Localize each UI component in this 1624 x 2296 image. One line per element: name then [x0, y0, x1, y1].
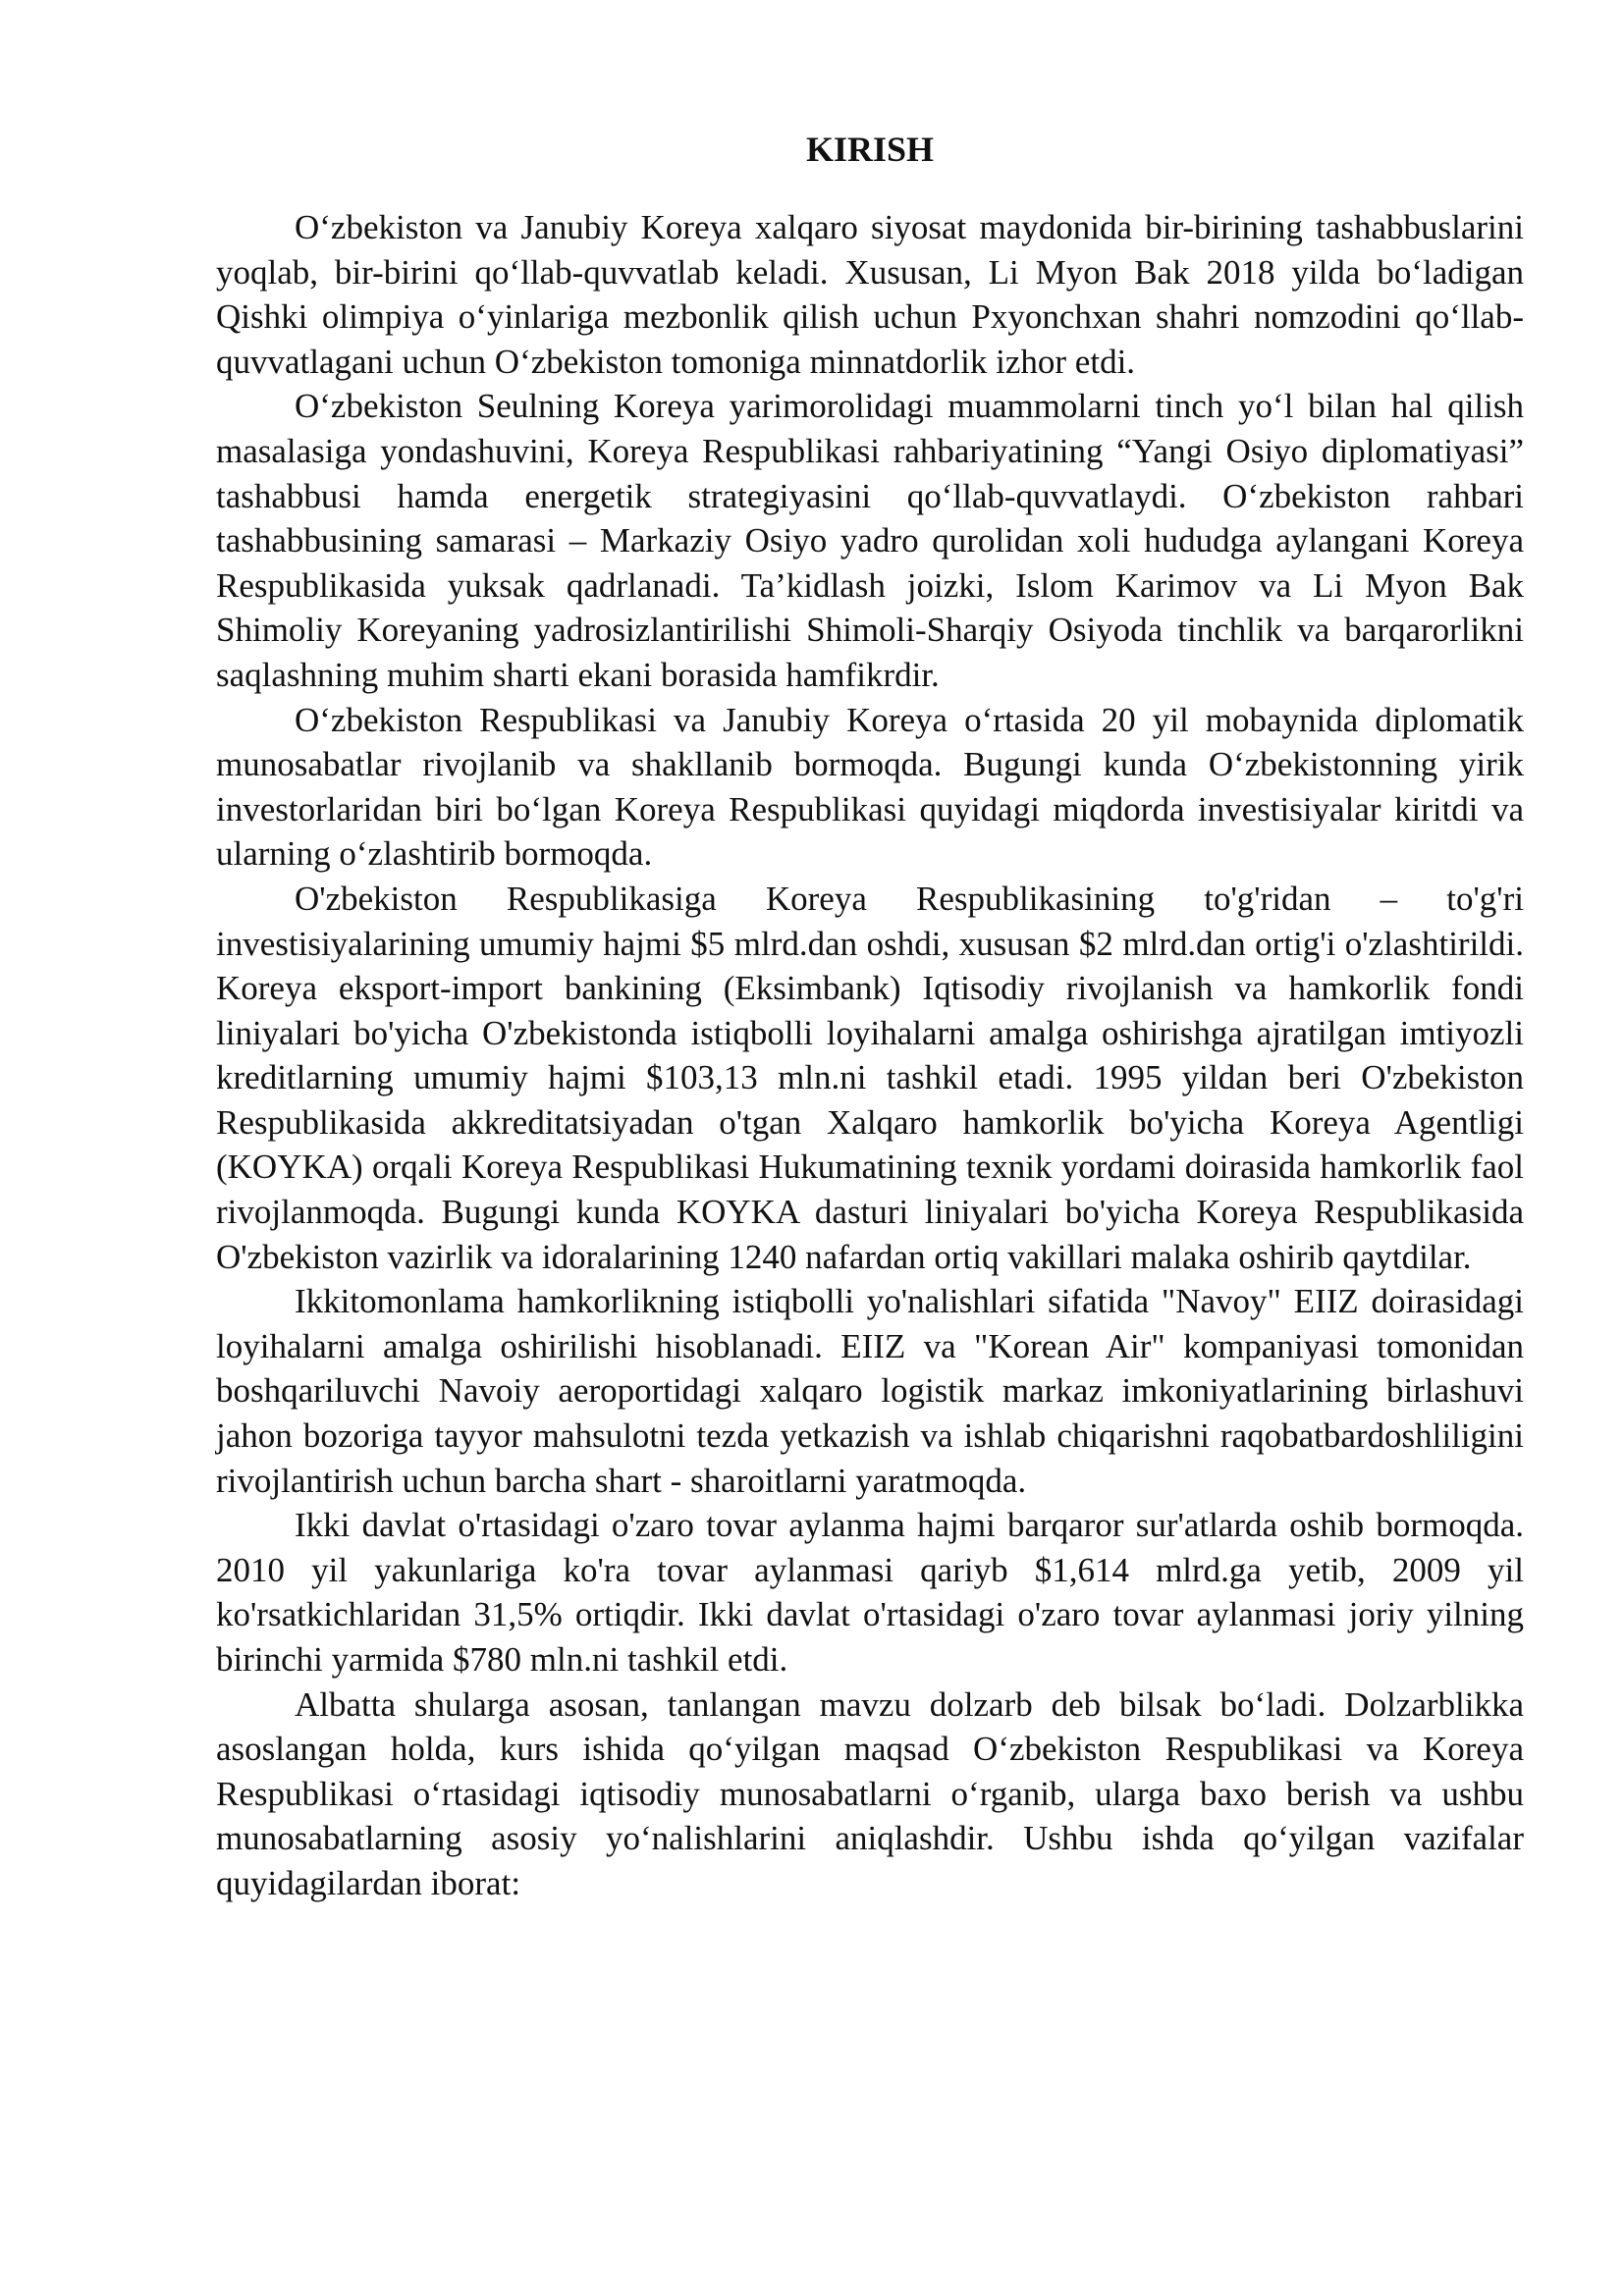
paragraph-5: Ikkitomonlama hamkorlikning istiqbolli yo'nalishlari sifatida "Navoy" EIIZ doirasidagi loyihalarni amalga oshirilishi hisoblanadi. EIIZ va "Korean Air" kompaniyasi tomonidan boshqariluvchi Navoiy aeroportidagi xalqaro logistik markaz imkoniyatlarining birlashuvi jahon bozoriga tayyor mahsulotni tezda yetkazish va ishlab chiqarishni raqobatbardoshliligini rivojlantirish uchun barcha shart - sharoitlarni yaratmoqda. [216, 1282, 1524, 1500]
paragraph-7: Albatta shularga asosan, tanlangan mavzu dolzarb deb bilsak bo‘ladi. Dolzarblikka asoslangan holda, kurs ishida qo‘yilgan maqsad O‘zbekiston Respublikasi va Koreya Respublikasi o‘rtasidagi iqtisodiy munosabatlarni o‘rganib, ularga baxo berish va ushbu munosabatlarning asosiy yo‘nalishlarini aniqlashdir. Ushbu ishda qo‘yilgan vazifalar quyidagilardan iborat: [216, 1684, 1524, 1902]
paragraph-1: O‘zbekiston va Janubiy Koreya xalqaro siyosat maydonida bir-birining tashabbuslarini yoqlab, bir-birini qo‘llab-quvvatlab keladi. Xususan, Li Myon Bak 2018 yilda bo‘ladigan Qishki olimpiya o‘yinlariga mezbonlik qilish uchun Pxyonchxan shahri nomzodini qo‘llab-quvvatlagani uchun O‘zbekiston tomoniga minnatdorlik izhor etdi. [216, 208, 1524, 381]
paragraph-4: O'zbekiston Respublikasiga Koreya Respublikasining to'g'ridan – to'g'ri investisiyalarining umumiy hajmi $5 mlrd.dan oshdi, xususan $2 mlrd.dan ortig'i o'zlashtirildi. Koreya eksport-import bankining (Eksimbank) Iqtisodiy rivojlanish va hamkorlik fondi liniyalari bo'yicha O'zbekistonda istiqbolli loyihalarni amalga oshirishga ajratilgan imtiyozli kreditlarning umumiy hajmi $103,13 mln.ni tashkil etadi. 1995 yildan beri O'zbekiston Respublikasida akkreditatsiyadan o'tgan Xalqaro hamkorlik bo'yicha Koreya Agentligi (KOYKA) orqali Koreya Respublikasi Hukumatining texnik yordami doirasida hamkorlik faol rivojlanmoqda. Bugungi kunda KOYKA dasturi liniyalari bo'yicha Koreya Respublikasida O'zbekiston vazirlik va idoralarining 1240 nafardan ortiq vakillari malaka oshirib qaytdilar. [216, 879, 1524, 1276]
paragraph-6: Ikki davlat o'rtasidagi o'zaro tovar aylanma hajmi barqaror sur'atlarda oshib bormoqda. 2010 yil yakunlariga ko'ra tovar aylanmasi qariyb $1,614 mlrd.ga yetib, 2009 yil ko'rsatkichlaridan 31,5% ortiqdir. Ikki davlat o'rtasidagi o'zaro tovar aylanmasi joriy yilning birinchi yarmida $780 mln.ni tashkil etdi. [216, 1506, 1524, 1679]
paragraph-2: O‘zbekiston Seulning Koreya yarimorolidagi muammolarni tinch yo‘l bilan hal qilish masalasiga yondashuvini, Koreya Respublikasi rahbariyatining “Yangi Osiyo diplomatiyasi” tashabbusi hamda energetik strategiyasini qo‘llab-quvvatlaydi. O‘zbekiston rahbari tashabbusining samarasi – Markaziy Osiyo yadro qurolidan xoli hududga aylangani Koreya Respublikasida yuksak qadrlanadi. Ta’kidlash joizki, Islom Karimov va Li Myon Bak Shimoliy Koreyaning yadrosizlantirilishi Shimoli-Sharqiy Osiyoda tinchlik va barqarorlikni saqlashning muhim sharti ekani borasida hamfikrdir. [216, 387, 1524, 694]
paragraph-3: O‘zbekiston Respublikasi va Janubiy Koreya o‘rtasida 20 yil mobaynida diplomatik munosabatlar rivojlanib va shakllanib bormoqda. Bugungi kunda O‘zbekistonning yirik investorlaridan biri bo‘lgan Koreya Respublikasi quyidagi miqdorda investisiyalar kiritdi va ularning o‘zlashtirib bormoqda. [216, 700, 1524, 874]
page-title: KIRISH [805, 130, 935, 169]
document-page [216, 128, 1524, 1906]
